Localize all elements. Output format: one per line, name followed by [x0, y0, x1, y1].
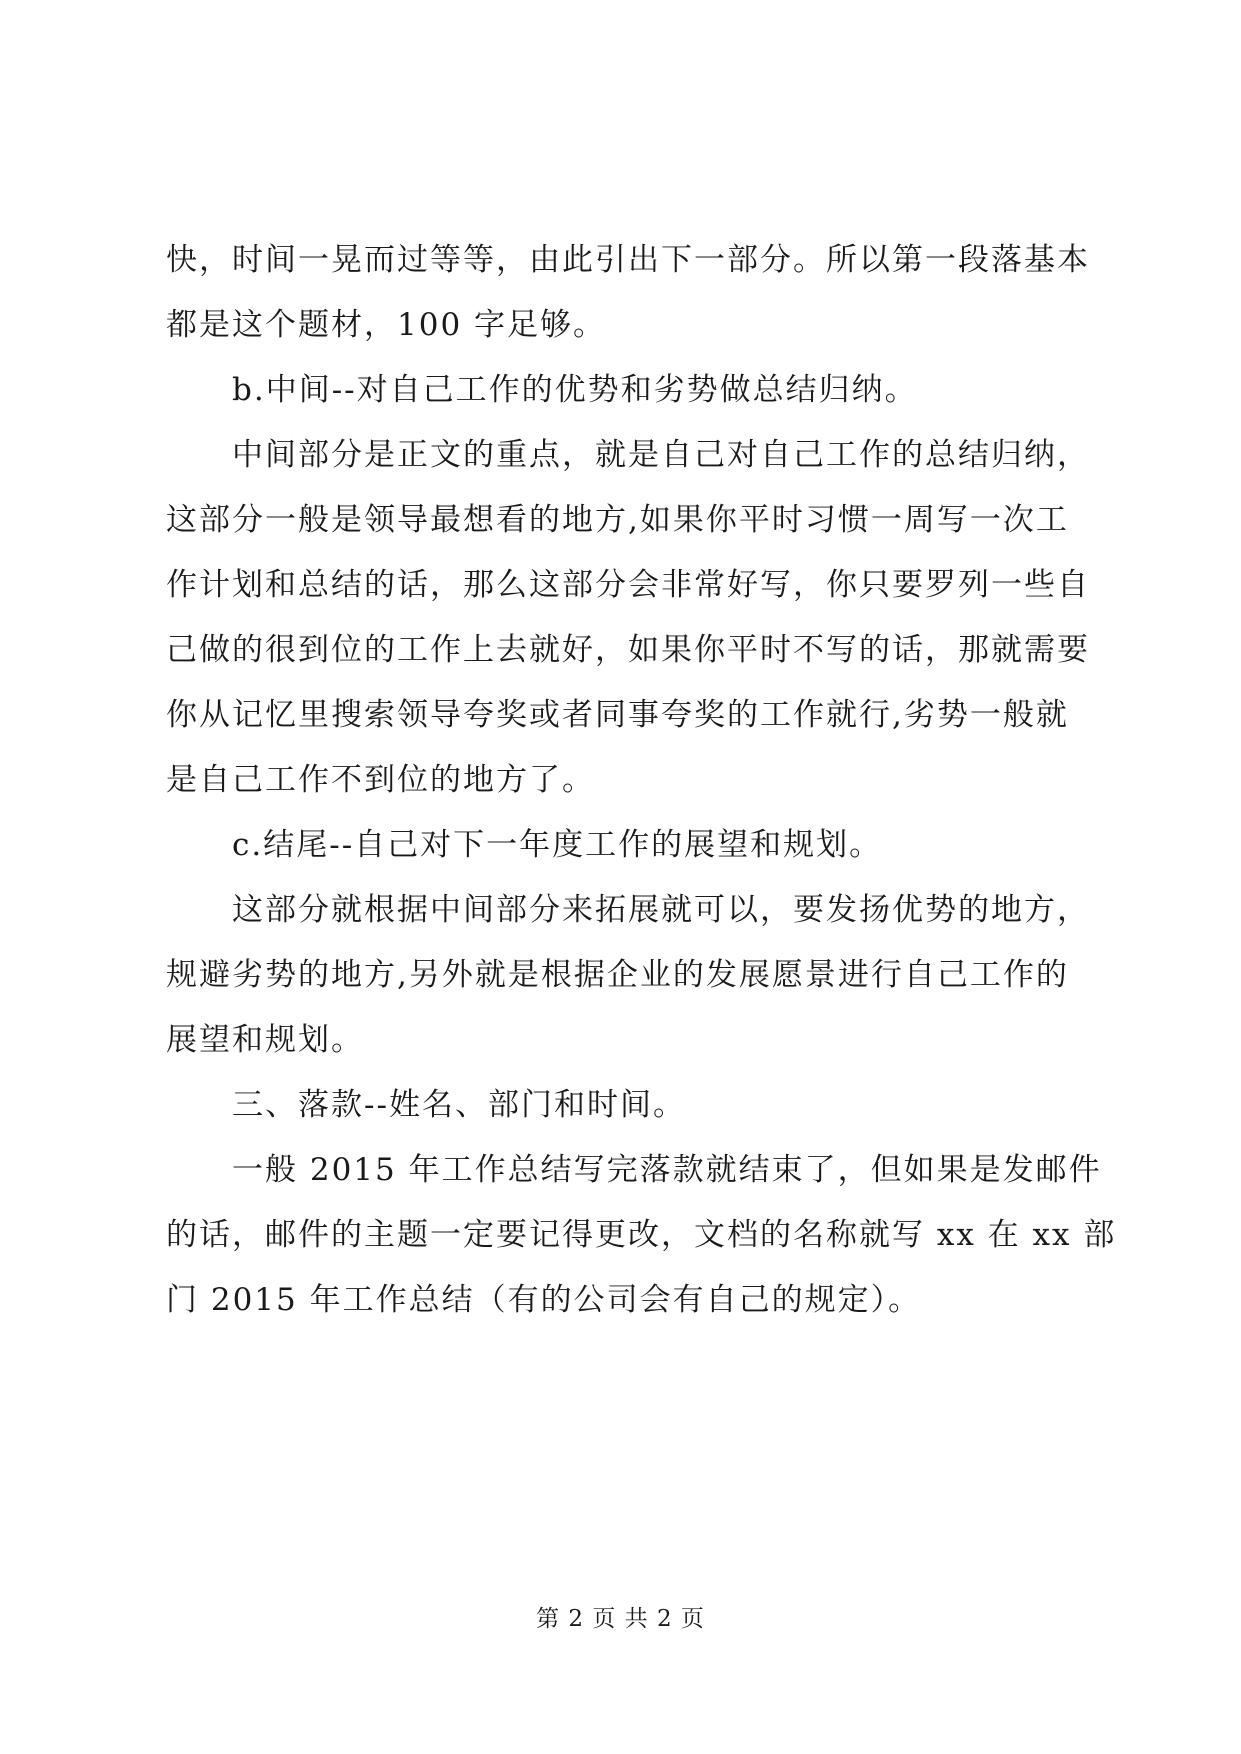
text-line: 都是这个题材，100 字足够。 [166, 307, 607, 343]
document-body [166, 228, 1117, 1333]
text-line: 展望和规划。 [166, 1022, 364, 1058]
text-line: 的话，邮件的主题一定要记得更改，文档的名称就写 xx 在 xx 部 [166, 1217, 1117, 1253]
text-line: 己做的很到位的工作上去就好，如果你平时不写的话，那就需要 [166, 632, 1090, 668]
section-heading-3: 三、落款--姓名、部门和时间。 [232, 1087, 686, 1123]
section-heading-b: b.中间--对自己工作的优势和劣势做总结归纳。 [232, 372, 918, 408]
text-line: 作计划和总结的话，那么这部分会非常好写，你只要罗列一些自 [166, 567, 1090, 603]
text-line: 这部分就根据中间部分来拓展就可以，要发扬优势的地方， [232, 892, 1090, 928]
text-line: 是自己工作不到位的地方了。 [166, 762, 595, 798]
text-line: 这部分一般是领导最想看的地方,如果你平时习惯一周写一次工 [166, 502, 1069, 538]
text-line: 中间部分是正文的重点，就是自己对自己工作的总结归纳， [232, 437, 1090, 473]
text-line: 一般 2015 年工作总结写完落款就结束了，但如果是发邮件 [232, 1152, 1102, 1188]
page-number-footer: 第 2 页 共 2 页 [536, 1606, 705, 1632]
section-heading-c: c.结尾--自己对下一年度工作的展望和规划。 [232, 827, 883, 863]
text-line: 快，时间一晃而过等等，由此引出下一部分。所以第一段落基本 [166, 242, 1090, 278]
text-line: 你从记忆里搜索领导夸奖或者同事夸奖的工作就行,劣势一般就 [166, 697, 1069, 733]
text-line: 规避劣势的地方,另外就是根据企业的发展愿景进行自己工作的 [166, 957, 1069, 993]
text-line: 门 2015 年工作总结（有的公司会有自己的规定）。 [166, 1282, 922, 1318]
